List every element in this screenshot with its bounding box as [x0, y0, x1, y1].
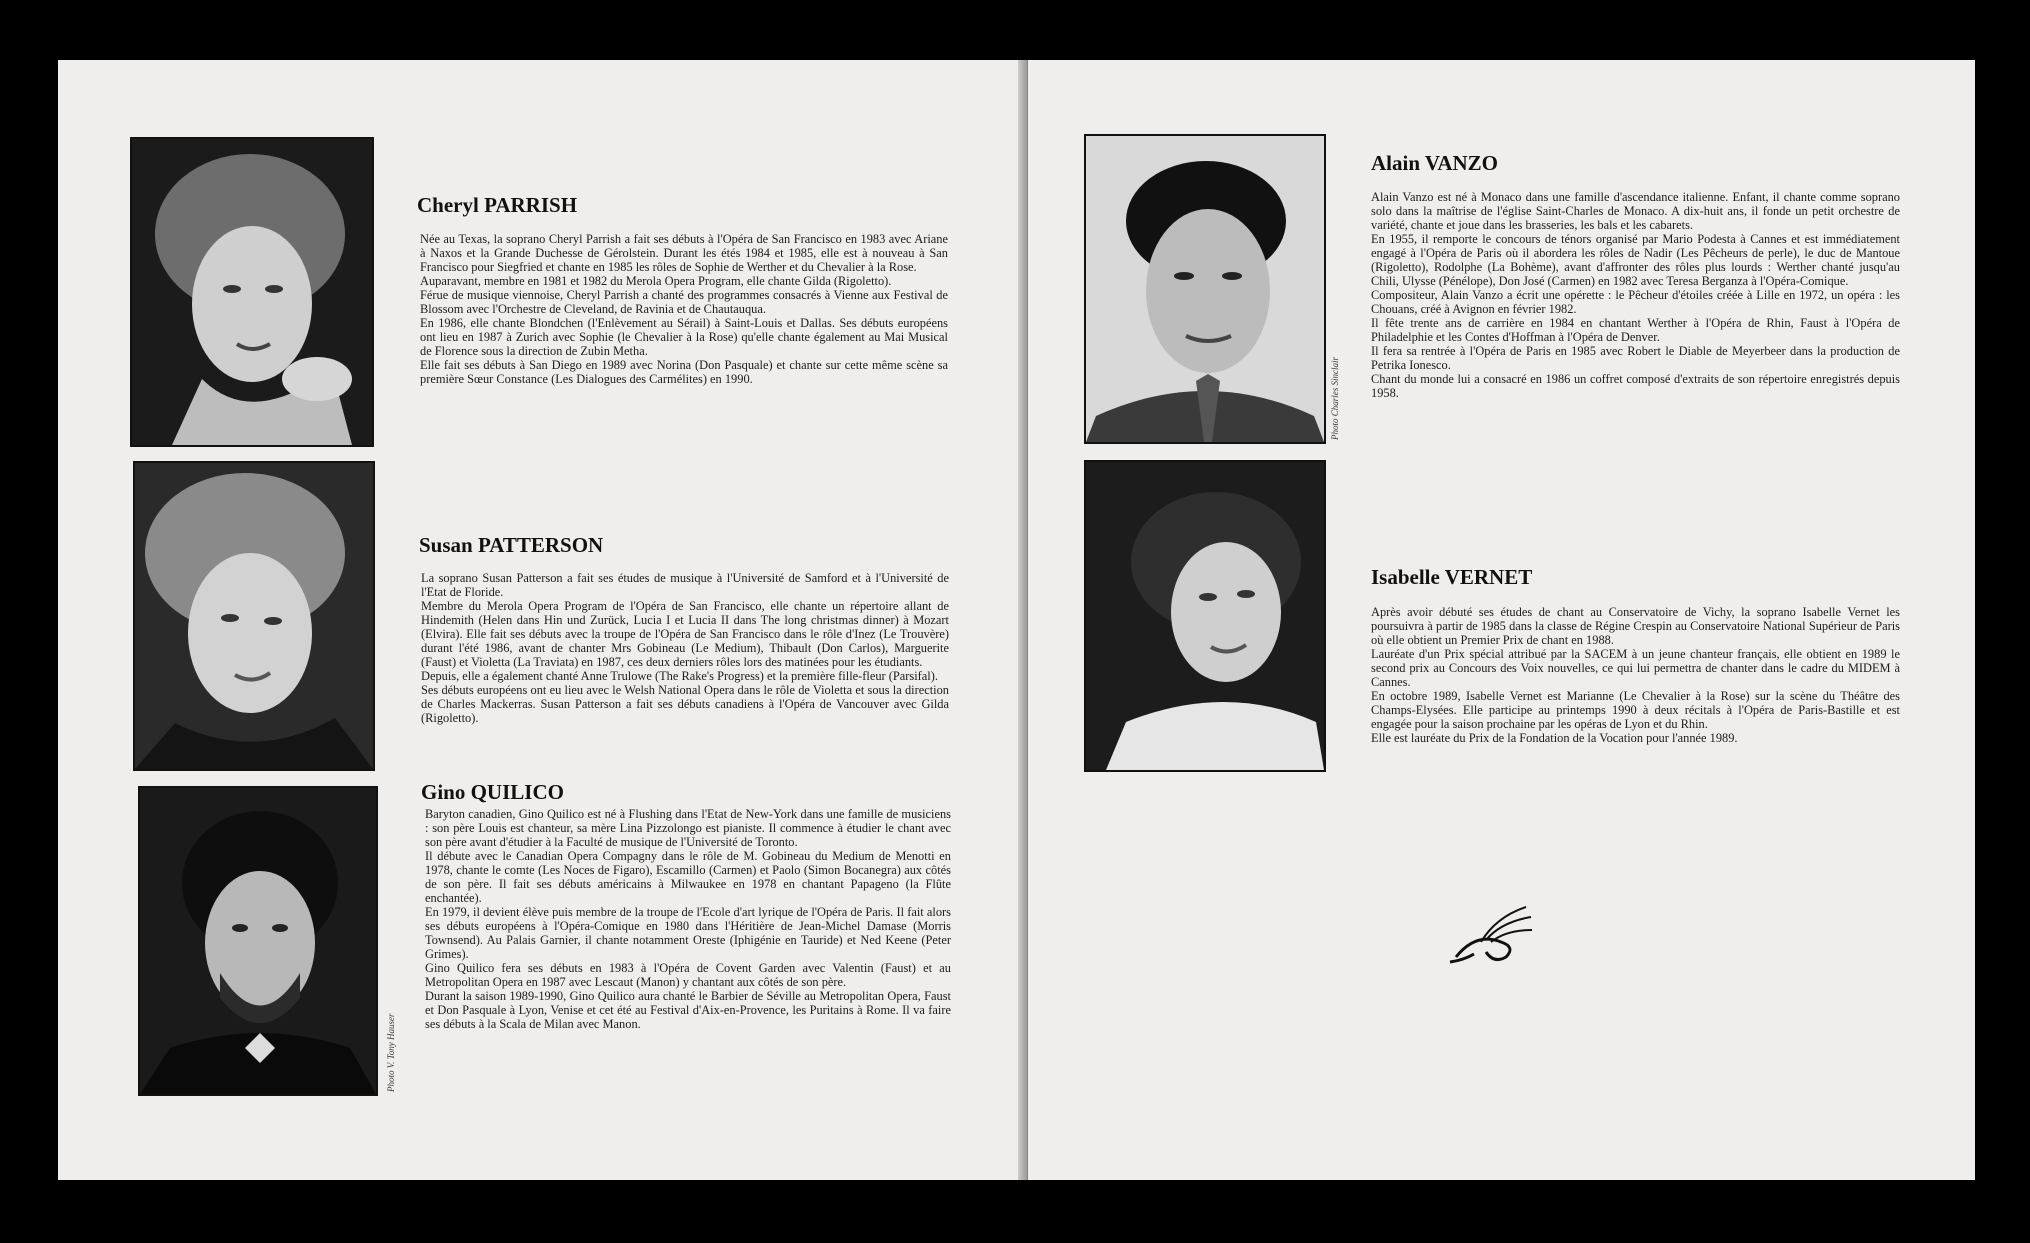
bio-paragraph: En 1986, elle chante Blondchen (l'Enlèvement au Sérail) à Saint-Louis et Dallas. Ses débuts européens ont lieu en 1987 à Zurich avec Sophie (le Chevalier à la Rose) qu'elle chante également au Mai Musical de Florence sous la direction de Zubin Metha.	[420, 316, 948, 358]
photo-credit: Photo V. Tony Hauser	[386, 1013, 396, 1092]
portrait-cheryl-parrish	[130, 137, 374, 447]
bio-paragraph: Auparavant, membre en 1981 et 1982 du Merola Opera Program, elle chante Gilda (Rigoletto).	[420, 274, 892, 288]
bio-paragraph: Ses débuts européens ont eu lieu avec le Welsh National Opera dans le rôle de Violetta et sous la direction de Charles Mackerras. Susan Patterson a fait ses débuts canadiens à l'Opéra de Vancouver avec Gilda (Rigoletto).	[421, 683, 949, 725]
singer-name: Alain VANZO	[1371, 151, 1499, 175]
singer-name: Susan PATTERSON	[419, 533, 604, 557]
singer-bio	[421, 571, 949, 725]
bio-paragraph: En 1979, il devient élève puis membre de la troupe de l'Ecole d'art lyrique de l'Opéra de Paris. Il fait alors ses débuts européens à l'Opéra-Comique en 1980 dans l'Héritière de Jean-Michel Damase (Morris Townsend). Au Palais Garnier, il chante notamment Oreste (Iphigénie en Tauride) et Ned Keene (Peter Grimes).	[425, 905, 951, 961]
bio-paragraph: Il débute avec le Canadian Opera Compagny dans le rôle de M. Gobineau du Medium de Menotti en 1978, chante le comte (Les Noces de Figaro), Escamillo (Carmen) et Paolo (Simon Bocanegra) aux côtés de son père. Il fait ses débuts américains à Milwaukee en 1978 en chantant Papageno (la Flûte enchantée).	[425, 849, 951, 905]
photo-credit: Photo Charles Sinclair	[1330, 357, 1340, 440]
singer-name: Gino QUILICO	[421, 780, 564, 804]
bio-paragraph: Depuis, elle a également chanté Anne Trulowe (The Rake's Progress) et la première fille-fleur (Parsifal).	[421, 669, 938, 683]
bio-paragraph: En 1955, il remporte le concours de ténors organisé par Mario Podesta à Cannes et est immédiatement engagé à l'Opéra de Paris où il abordera les rôles de Nadir (Les Pêcheurs de perle), le duc de Mantoue (Rigoletto), Rodolphe (La Bohème), avant d'affronter des rôles plus lourds : Werther chanté jusqu'au Chili, Ulysse (Pénélope), Don José (Carmen) en 1982 avec Teresa Berganza à l'Opéra-Comique.	[1371, 232, 1900, 288]
bio-paragraph: Elle est lauréate du Prix de la Fondation de la Vocation pour l'année 1989.	[1371, 731, 1738, 745]
quill-flourish-icon	[1446, 902, 1536, 972]
bio-paragraph: Baryton canadien, Gino Quilico est né à Flushing dans l'Etat de New-York dans une famille de musiciens : son père Louis est chanteur, sa mère Lina Pizzolongo est pianiste. Il commence à étudier le chant avec son père avant d'étudier à la Faculté de musique de l'Université de Toronto.	[425, 807, 951, 849]
bio-paragraph: La soprano Susan Patterson a fait ses études de musique à l'Université de Samford et à l'Université de l'Etat de Floride.	[421, 571, 949, 599]
bio-paragraph: En octobre 1989, Isabelle Vernet est Marianne (Le Chevalier à la Rose) sur la scène du Théâtre des Champs-Elysées. Elle participe au printemps 1990 à deux récitals à l'Opéra de Paris-Bastille et est engagée pour la saison prochaine par les opéras de Lyon et du Rhin.	[1371, 689, 1900, 731]
singer-name: Isabelle VERNET	[1371, 565, 1533, 589]
bio-paragraph: Férue de musique viennoise, Cheryl Parrish a chanté des programmes consacrés à Vienne aux Festival de Blossom avec l'Orchestre de Cleveland, de Ravinia et de Chautauqua.	[420, 288, 948, 316]
bio-paragraph: Alain Vanzo est né à Monaco dans une famille d'ascendance italienne. Enfant, il chante comme soprano solo dans la maîtrise de l'église Saint-Charles de Monaco. A dix-huit ans, il fonde un petit orchestre de variété, chante et joue dans les brasseries, les bals et les cabarets.	[1371, 190, 1900, 232]
bio-paragraph: Il fera sa rentrée à l'Opéra de Paris en 1985 avec Robert le Diable de Meyerbeer dans la production de Petrika Ionesco.	[1371, 344, 1900, 372]
bio-paragraph: Après avoir débuté ses études de chant au Conservatoire de Vichy, la soprano Isabelle Vernet les poursuivra à partir de 1985 dans la classe de Régine Crespin au Conservatoire National Supérieur de Paris où elle obtient un Premier Prix de chant en 1988.	[1371, 605, 1900, 647]
bio-paragraph: Chant du monde lui a consacré en 1986 un coffret composé d'extraits de son répertoire enregistrés depuis 1958.	[1371, 372, 1900, 400]
bio-paragraph: Il fête trente ans de carrière en 1984 en chantant Werther à l'Opéra de Rhin, Faust à l'Opéra de Philadelphie et les Contes d'Hoffman à l'Opéra de Denver.	[1371, 316, 1900, 344]
bio-paragraph: Elle fait ses débuts à San Diego en 1989 avec Norina (Don Pasquale) et chante sur cette même scène sa première Sœur Constance (Les Dialogues des Carmélites) en 1990.	[420, 358, 948, 386]
singer-bio	[1371, 605, 1900, 745]
bio-paragraph: Gino Quilico fera ses débuts en 1983 à l'Opéra de Covent Garden avec Valentin (Faust) et au Metropolitan Opera en 1987 avec Lescaut (Manon) y chantant aux côtés de son père.	[425, 961, 951, 989]
singer-bio	[420, 232, 948, 386]
portrait-gino-quilico	[138, 786, 378, 1096]
bio-paragraph: Durant la saison 1989-1990, Gino Quilico aura chanté le Barbier de Séville au Metropolitan Opera, Faust et Don Pasquale à Lyon, Venise et cet été au Festival d'Aix-en-Provence, les Puritains à Rome. Il va faire ses débuts à la Scala de Milan avec Manon.	[425, 989, 951, 1031]
bio-paragraph: Membre du Merola Opera Program de l'Opéra de San Francisco, elle chante un répertoire allant de Hindemith (Helen dans Hin und Zurück, Lucia I et Lucia II dans The long christmas dinner) à Mozart (Elvira). Elle fait ses débuts avec la troupe de l'Opéra de San Francisco dans le rôle d'Inez (Le Trouvère) durant l'été 1986, avant de chanter Mrs Gobineau (Le Medium), Thibault (Don Carlos), Marguerite (Faust) et Violetta (La Traviata) en 1987, ces deux derniers rôles lors des matinées pour les étudiants.	[421, 599, 949, 669]
portrait-susan-patterson	[133, 461, 375, 771]
bio-paragraph: Lauréate d'un Prix spécial attribué par la SACEM à un jeune chanteur français, elle obtient en 1989 le second prix au Concours des Voix nouvelles, ce qui lui permettra de chanter dans le cadre du MIDEM à Cannes.	[1371, 647, 1900, 689]
portrait-alain-vanzo	[1084, 134, 1326, 444]
portrait-isabelle-vernet	[1084, 460, 1326, 772]
bio-paragraph: Compositeur, Alain Vanzo a écrit une opérette : le Pêcheur d'étoiles créée à Lille en 1972, un opéra : les Chouans, créé à Avignon en février 1982.	[1371, 288, 1900, 316]
singer-name: Cheryl PARRISH	[417, 193, 578, 217]
singer-bio	[425, 807, 951, 1031]
bio-paragraph: Née au Texas, la soprano Cheryl Parrish a fait ses débuts à l'Opéra de San Francisco en 1983 avec Ariane à Naxos et la Grande Duchesse de Gérolstein. Durant les étés 1984 et 1985, elle est à nouveau à San Francisco pour Siegfried et chante en 1985 les rôles de Sophie de Werther et du Chevalier à la Rose.	[420, 232, 948, 274]
singer-bio	[1371, 190, 1900, 400]
